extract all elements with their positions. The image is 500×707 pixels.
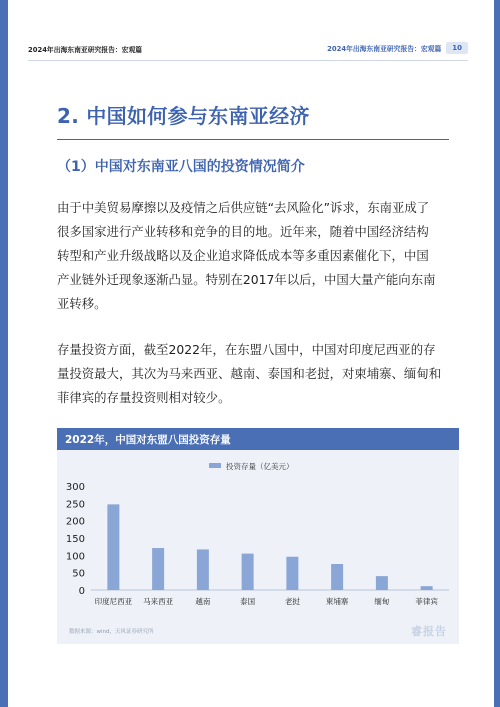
legend-swatch — [209, 463, 221, 468]
x-tick-label: 老挝 — [284, 597, 300, 606]
section-divider — [57, 139, 449, 140]
paragraph-line: 菲律宾的存量投资则相对较少。 — [57, 390, 231, 405]
page-number-badge: 10 — [446, 42, 468, 54]
paragraph-trade-shift — [57, 196, 453, 316]
chart-panel — [57, 428, 459, 644]
right-accent-bar — [494, 0, 500, 707]
header-report-title: 2024年出海东南亚研究报告：宏观篇 — [28, 46, 143, 54]
paragraph-line: 产业链外迁现象逐渐凸显。特别在2017年以后，中国大量产能向东南 — [57, 272, 436, 287]
x-tick-label: 缅甸 — [374, 597, 390, 606]
y-tick-label: 300 — [65, 482, 85, 493]
bar-1 — [152, 548, 164, 590]
y-tick-label: 150 — [65, 534, 85, 545]
section-title: 2. 中国如何参与东南亚经济 — [57, 104, 310, 128]
legend-label: 投资存量（亿美元） — [226, 462, 294, 471]
bar-4 — [286, 557, 298, 590]
bar-7 — [421, 586, 433, 590]
chart-title-bar — [57, 428, 459, 450]
x-tick-label: 柬埔寨 — [325, 597, 349, 606]
paragraph-line: 亚转移。 — [57, 296, 107, 311]
page-header — [28, 42, 468, 60]
header-divider — [28, 60, 468, 61]
x-tick-label: 菲律宾 — [415, 597, 438, 606]
bar-3 — [242, 554, 254, 590]
paragraph-line: 转型和产业升级战略以及企业追求降低成本等多重因素催化下，中国 — [57, 248, 429, 263]
chart-source: 数据来源：wind，天风证券研究所 — [69, 629, 154, 635]
subsection-title: （1）中国对东南亚八国的投资情况简介 — [57, 159, 305, 175]
header-report-title-right: 2024年出海东南亚研究报告：宏观篇 — [327, 45, 442, 53]
y-tick-label: 200 — [65, 516, 85, 528]
bar-6 — [376, 576, 388, 590]
left-accent-bar — [0, 0, 8, 707]
paragraph-investment-stock — [57, 338, 453, 410]
bar-5 — [331, 564, 343, 590]
x-tick-label: 印度尼西亚 — [94, 597, 133, 606]
header-right-group — [327, 42, 468, 54]
paragraph-line: 存量投资方面，截至2022年，在东盟八国中，中国对印度尼西亚的存 — [57, 342, 436, 357]
x-tick-label: 泰国 — [240, 597, 256, 606]
y-tick-label: 50 — [72, 568, 85, 580]
y-tick-label: 100 — [65, 551, 85, 563]
y-tick-label: 0 — [78, 586, 85, 597]
paragraph-line: 量投资最大，其次为马来西亚、越南、泰国和老挝，对柬埔寨、缅甸和 — [57, 366, 442, 381]
x-tick-label: 越南 — [195, 597, 211, 606]
y-tick-label: 250 — [65, 499, 85, 511]
paragraph-line: 由于中美贸易摩擦以及疫情之后供应链“去风险化”诉求，东南亚成了 — [57, 200, 430, 215]
investment-bar-chart — [57, 450, 459, 625]
chart-title: 2022年，中国对东盟八国投资存量 — [65, 434, 231, 446]
bar-0 — [107, 504, 119, 590]
watermark-logo: 睿报告 — [411, 625, 447, 638]
x-tick-label: 马来西亚 — [143, 597, 174, 606]
paragraph-line: 很多国家进行产业转移和竞争的目的地。近年来，随着中国经济结构 — [57, 224, 429, 239]
bar-2 — [197, 549, 209, 590]
